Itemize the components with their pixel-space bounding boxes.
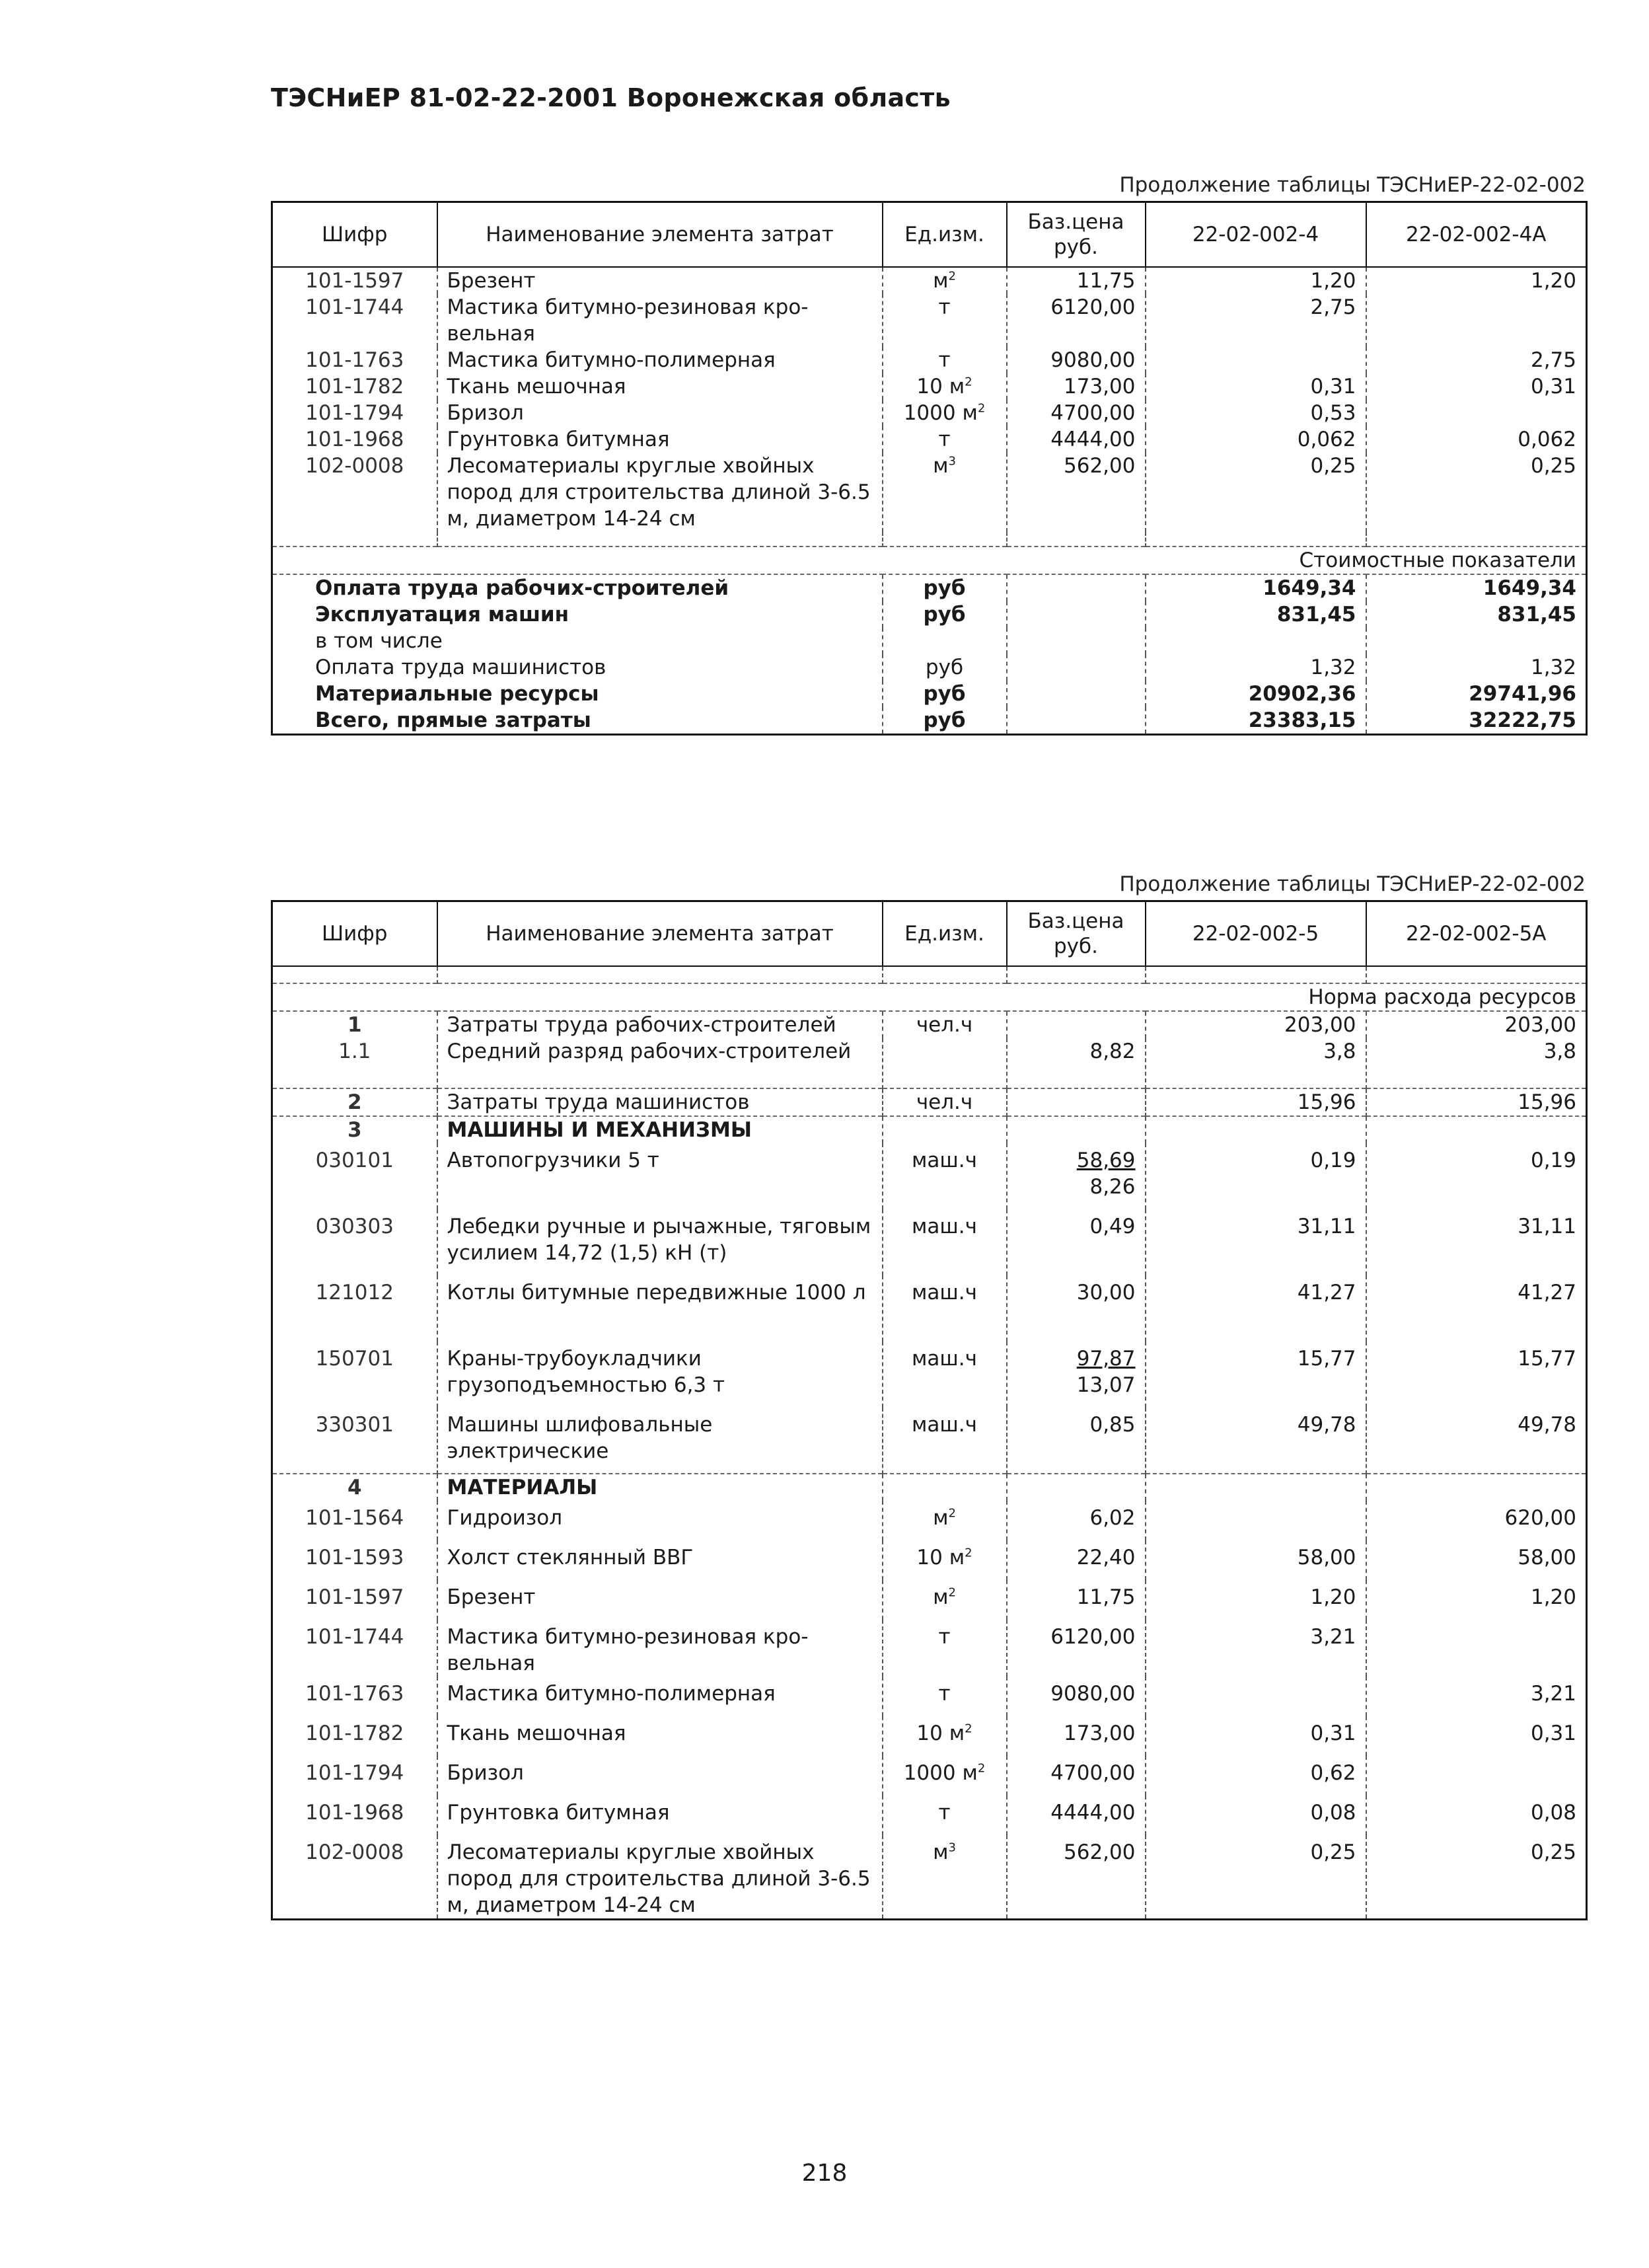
cell-code: 3 [272,1116,437,1143]
cell-name: Брезент [437,1580,883,1620]
cell-name: Материальные ресурсы [272,681,883,707]
header-unit: Ед.изм. [883,901,1007,966]
material-row [272,1677,1587,1716]
cell-code: 101-1794 [272,400,437,426]
cell-col-b: 0,25 [1366,453,1587,532]
section-label: Стоимостные показатели [272,547,1587,574]
cell-col-a: 0,062 [1146,426,1366,453]
cell-code: 101-1763 [272,1677,437,1716]
cell-price [1007,1408,1146,1474]
cell-code: 1 [272,1011,437,1038]
cell-code: 4 [272,1474,437,1501]
cell-col-b [1366,1620,1587,1677]
table-row [272,373,1587,400]
unit-exponent: 2 [948,1506,956,1521]
header-col-a: 22-02-002-5 [1146,901,1366,966]
cell-name: Брезент [437,267,883,294]
cell-price [1007,654,1146,681]
cell-col-b: 2,75 [1366,347,1587,373]
cell-col-a: 49,78 [1146,1408,1366,1474]
cell-name: Затраты труда рабочих-строителей [437,1011,883,1038]
totals-row [272,601,1587,628]
cell-col-b: 3,8 [1366,1038,1587,1088]
cell-name: МАШИНЫ И МЕХАНИЗМЫ [437,1116,883,1143]
cell-name: Мастика битумно-резиновая кро-вельная [437,1620,883,1677]
cell-price: 8,82 [1007,1038,1146,1088]
cell-price: 4444,00 [1007,426,1146,453]
cell-col-b [1366,294,1587,347]
machinists-row [272,1088,1587,1116]
unit-exponent: 2 [965,375,972,389]
unit-text: м [933,268,949,293]
material-row [272,1716,1587,1756]
cell-col-a: 0,19 [1146,1143,1366,1209]
unit-exponent: 3 [948,1840,956,1855]
cell-unit [883,1796,1007,1835]
cell-col-b: 1649,34 [1366,574,1587,601]
cell-name: Гидроизол [437,1501,883,1540]
cell-price: 173,00 [1007,1716,1146,1756]
cell-col-b: 0,08 [1366,1796,1587,1835]
machine-row [272,1275,1587,1342]
cell-unit [883,1580,1007,1620]
cell-col-a: 3,21 [1146,1620,1366,1677]
cell-code: 2 [272,1088,437,1116]
cell-name: Холст стеклянный ВВГ [437,1540,883,1580]
section-label: Норма расхода ресурсов [272,983,1587,1011]
cell-col-a: 0,31 [1146,373,1366,400]
machine-row [272,1408,1587,1474]
cell-empty [883,1474,1007,1501]
cell-empty [1366,1474,1587,1501]
cell-name: Затраты труда машинистов [437,1088,883,1116]
cell-price [1007,601,1146,628]
cell-code: 030101 [272,1143,437,1209]
table1-header-row [272,202,1587,267]
unit-exponent: 2 [948,1585,956,1600]
material-row [272,1796,1587,1835]
cell-price [1007,628,1146,654]
unit-exponent: 2 [965,1546,972,1560]
cell-col-a: 58,00 [1146,1540,1366,1580]
materials-heading-row [272,1474,1587,1501]
norm-section-row [272,983,1587,1011]
cell-col-b: 32222,75 [1366,707,1587,735]
cell-col-a: 1,20 [1146,1580,1366,1620]
totals-row [272,707,1587,735]
table1 [271,201,1588,736]
cell-unit: маш.ч [883,1209,1007,1275]
table2-continuation-label: Продолжение таблицы ТЭСНиЕР-22-02-002 [1119,872,1586,896]
table2-body [272,966,1587,1920]
cost-section-row [272,547,1587,574]
cell-name: Лесоматериалы круглые хвойных пород для строительства длиной 3-6.5 м, диаметром 14-24 см [437,453,883,532]
machines-heading-row [272,1116,1587,1143]
cell-col-a: 41,27 [1146,1275,1366,1342]
cell-empty [1007,1474,1146,1501]
table-row [272,453,1587,532]
cell-price: 22,40 [1007,1540,1146,1580]
material-row [272,1580,1587,1620]
cell-code: 330301 [272,1408,437,1474]
unit-exponent: 2 [977,401,986,416]
cell-empty [1366,1116,1587,1143]
cell-col-a: 2,75 [1146,294,1366,347]
cell-unit: руб [883,681,1007,707]
unit-text: м [933,1505,949,1530]
cell-code: 101-1794 [272,1756,437,1796]
header-price: Баз.цена руб. [1007,901,1146,966]
cell-col-b: 0,25 [1366,1835,1587,1920]
cell-price [1007,1088,1146,1116]
cell-unit: руб [883,707,1007,735]
cell-price: 11,75 [1007,1580,1146,1620]
cell-price [1007,1275,1146,1342]
cell-col-a: 0,53 [1146,400,1366,426]
spacer-cell [883,966,1007,983]
cell-col-a: 1,20 [1146,267,1366,294]
cell-name: Всего, прямые затраты [272,707,883,735]
cell-price: 6,02 [1007,1501,1146,1540]
cell-empty [1146,1474,1366,1501]
spacer-cell [1366,532,1587,547]
cell-unit [883,267,1007,294]
unit-text: 1000 м [903,400,978,425]
cell-col-a [1146,1501,1366,1540]
cell-unit: маш.ч [883,1143,1007,1209]
cell-unit [883,1038,1007,1088]
table-row [272,400,1587,426]
cell-code: 101-1968 [272,426,437,453]
cell-code: 150701 [272,1342,437,1408]
cell-unit [883,1501,1007,1540]
cell-col-a: 0,62 [1146,1756,1366,1796]
cell-code: 121012 [272,1275,437,1342]
spacer-cell [437,532,883,547]
cell-name: Бризол [437,1756,883,1796]
cell-unit: маш.ч [883,1275,1007,1342]
cell-name: МАТЕРИАЛЫ [437,1474,883,1501]
cell-code: 101-1597 [272,1580,437,1620]
cell-price [1007,1342,1146,1408]
cell-price: 11,75 [1007,267,1146,294]
unit-text: 10 м [916,1721,965,1745]
machine-row [272,1342,1587,1408]
cell-code: 030303 [272,1209,437,1275]
cell-col-a: 0,31 [1146,1716,1366,1756]
spacer-cell [1146,966,1366,983]
unit-text: 10 м [916,374,965,398]
cell-col-a: 15,96 [1146,1088,1366,1116]
cell-col-a [1146,1677,1366,1716]
cell-col-a: 31,11 [1146,1209,1366,1275]
unit-exponent: 2 [965,1721,972,1736]
cell-code: 101-1744 [272,1620,437,1677]
cell-code: 101-1597 [272,267,437,294]
material-row [272,1501,1587,1540]
cell-col-b [1366,400,1587,426]
cell-code: 102-0008 [272,453,437,532]
spacer-cell [1007,966,1146,983]
spacer-cell [1007,532,1146,547]
cell-name: Оплата труда рабочих-строителей [272,574,883,601]
cell-price: 4700,00 [1007,1756,1146,1796]
cell-empty [883,1116,1007,1143]
cell-col-a: 831,45 [1146,601,1366,628]
cell-unit [883,1716,1007,1756]
cell-price [1007,1209,1146,1275]
cell-unit: маш.ч [883,1408,1007,1474]
price-machinist-value: 13,07 [1076,1373,1136,1397]
unit-text: т [938,427,951,451]
cell-col-b: 1,20 [1366,1580,1587,1620]
cell-col-a: 1649,34 [1146,574,1366,601]
spacer-row [272,966,1587,983]
cell-col-b: 15,96 [1366,1088,1587,1116]
cell-price: 4444,00 [1007,1796,1146,1835]
table1-body [272,267,1587,735]
cell-col-b: 1,32 [1366,654,1587,681]
header-col-b: 22-02-002-5А [1366,901,1587,966]
page-title: ТЭСНиЕР 81-02-22-2001 Воронежская область [271,83,951,112]
cell-price [1007,1011,1146,1038]
cell-name: Бризол [437,400,883,426]
table-row [272,426,1587,453]
cell-code: 1.1 [272,1038,437,1088]
cell-price: 6120,00 [1007,1620,1146,1677]
material-row [272,1835,1587,1920]
cell-col-b: 15,77 [1366,1342,1587,1408]
cell-name: Лебедки ручные и рычажные, тяговым усилием 14,72 (1,5) кН (т) [437,1209,883,1275]
table-row [272,347,1587,373]
material-row [272,1756,1587,1796]
spacer-row [272,532,1587,547]
page-number: 218 [801,2160,848,2187]
cell-col-b: 1,20 [1366,267,1587,294]
cell-name: Ткань мешочная [437,1716,883,1756]
cell-unit: руб [883,601,1007,628]
cell-col-b: 3,21 [1366,1677,1587,1716]
spacer-cell [272,532,437,547]
cell-name: Оплата труда машинистов [272,654,883,681]
cell-unit [883,1756,1007,1796]
cell-name: Краны-трубоукладчики грузоподъемностью 6,3 т [437,1342,883,1408]
cell-col-b: 203,00 [1366,1011,1587,1038]
header-code: Шифр [272,901,437,966]
cell-col-b: 0,31 [1366,373,1587,400]
table-row [272,267,1587,294]
cell-col-a: 15,77 [1146,1342,1366,1408]
cell-name: Лесоматериалы круглые хвойных пород для строительства длиной 3-6.5 м, диаметром 14-24 см [437,1835,883,1920]
labor-row [272,1011,1587,1038]
spacer-cell [272,966,437,983]
cell-unit: чел.ч [883,1011,1007,1038]
cell-price: 4700,00 [1007,400,1146,426]
spacer-cell [437,966,883,983]
cell-unit [883,1677,1007,1716]
price-value: 0,85 [1089,1412,1136,1437]
cell-price: 562,00 [1007,453,1146,532]
header-name: Наименование элемента затрат [437,901,883,966]
unit-exponent: 2 [948,269,956,284]
cell-col-b [1366,628,1587,654]
cell-col-b: 0,19 [1366,1143,1587,1209]
cell-price [1007,574,1146,601]
table2 [271,900,1588,1920]
spacer-cell [1146,532,1366,547]
material-row [272,1540,1587,1580]
unit-text: т [938,348,951,372]
cell-unit [883,373,1007,400]
header-code: Шифр [272,202,437,267]
cell-empty [1146,1116,1366,1143]
cell-code: 102-0008 [272,1835,437,1920]
table1-continuation-label: Продолжение таблицы ТЭСНиЕР-22-02-002 [1119,173,1586,197]
cell-col-a: 23383,15 [1146,707,1366,735]
price-value: 30,00 [1076,1280,1136,1304]
table2-header-row [272,901,1587,966]
cell-name: Машины шлифовальные электрические [437,1408,883,1474]
cell-col-b: 58,00 [1366,1540,1587,1580]
cell-unit [883,347,1007,373]
cell-price [1007,681,1146,707]
cell-unit [883,426,1007,453]
cell-col-b: 29741,96 [1366,681,1587,707]
cell-name: Ткань мешочная [437,373,883,400]
cell-col-a: 0,25 [1146,1835,1366,1920]
header-col-b: 22-02-002-4А [1366,202,1587,267]
labor-row [272,1038,1587,1088]
unit-exponent: 2 [977,1761,986,1776]
cell-code: 101-1782 [272,1716,437,1756]
cell-name: Автопогрузчики 5 т [437,1143,883,1209]
machine-row [272,1143,1587,1209]
cell-unit [883,1835,1007,1920]
unit-text: т [938,1681,951,1706]
cell-col-b [1366,1756,1587,1796]
cell-code: 101-1782 [272,373,437,400]
cell-price: 173,00 [1007,373,1146,400]
table-row [272,294,1587,347]
cell-unit [883,1540,1007,1580]
price-value: 97,87 [1076,1346,1136,1371]
cell-unit: руб [883,654,1007,681]
cell-col-a [1146,347,1366,373]
cell-name: Средний разряд рабочих-строителей [437,1038,883,1088]
cell-name: Эксплуатация машин [272,601,883,628]
cell-col-a: 203,00 [1146,1011,1366,1038]
cell-col-a: 3,8 [1146,1038,1366,1088]
header-col-a: 22-02-002-4 [1146,202,1366,267]
cell-unit: маш.ч [883,1342,1007,1408]
cell-unit [883,628,1007,654]
cell-code: 101-1968 [272,1796,437,1835]
unit-text: м [933,453,949,478]
cell-col-b: 831,45 [1366,601,1587,628]
cell-code: 101-1564 [272,1501,437,1540]
header-price: Баз.цена руб. [1007,202,1146,267]
cell-col-b: 31,11 [1366,1209,1587,1275]
totals-row [272,574,1587,601]
cell-col-a: 20902,36 [1146,681,1366,707]
cell-code: 101-1593 [272,1540,437,1580]
cell-name: Мастика битумно-резиновая кро-вельная [437,294,883,347]
cell-code: 101-1744 [272,294,437,347]
price-machinist-value: 8,26 [1089,1174,1136,1199]
header-unit: Ед.изм. [883,202,1007,267]
cell-price: 9080,00 [1007,1677,1146,1716]
spacer-cell [1366,966,1587,983]
cell-name: Мастика битумно-полимерная [437,1677,883,1716]
cell-code: 101-1763 [272,347,437,373]
cell-col-b: 0,31 [1366,1716,1587,1756]
cell-unit: руб [883,574,1007,601]
totals-row [272,628,1587,654]
unit-text: т [938,1624,951,1649]
unit-text: 10 м [916,1545,965,1569]
cell-name: Грунтовка битумная [437,426,883,453]
cell-unit [883,453,1007,532]
unit-text: т [938,295,951,319]
cell-col-a [1146,628,1366,654]
cell-unit: чел.ч [883,1088,1007,1116]
cell-col-a: 1,32 [1146,654,1366,681]
totals-row [272,654,1587,681]
cell-price: 562,00 [1007,1835,1146,1920]
cell-price: 6120,00 [1007,294,1146,347]
cell-name: в том числе [272,628,883,654]
totals-row [272,681,1587,707]
cell-unit [883,400,1007,426]
cell-name: Грунтовка битумная [437,1796,883,1835]
cell-col-a: 0,08 [1146,1796,1366,1835]
cell-col-b: 41,27 [1366,1275,1587,1342]
unit-text: м [933,1585,949,1609]
unit-exponent: 3 [948,454,956,469]
cell-col-a: 0,25 [1146,453,1366,532]
spacer-cell [883,532,1007,547]
unit-text: м [933,1840,949,1864]
cell-col-b: 49,78 [1366,1408,1587,1474]
cell-price: 9080,00 [1007,347,1146,373]
header-name: Наименование элемента затрат [437,202,883,267]
cell-unit [883,294,1007,347]
cell-name: Котлы битумные передвижные 1000 л [437,1275,883,1342]
cell-col-b: 0,062 [1366,426,1587,453]
price-value: 58,69 [1076,1148,1136,1172]
price-value: 0,49 [1089,1214,1136,1238]
unit-text: т [938,1800,951,1825]
machine-row [272,1209,1587,1275]
cell-empty [1007,1116,1146,1143]
cell-unit [883,1620,1007,1677]
cell-name: Мастика битумно-полимерная [437,347,883,373]
cell-price [1007,1143,1146,1209]
material-row [272,1620,1587,1677]
cell-col-b: 620,00 [1366,1501,1587,1540]
cell-price [1007,707,1146,735]
unit-text: 1000 м [903,1760,978,1785]
